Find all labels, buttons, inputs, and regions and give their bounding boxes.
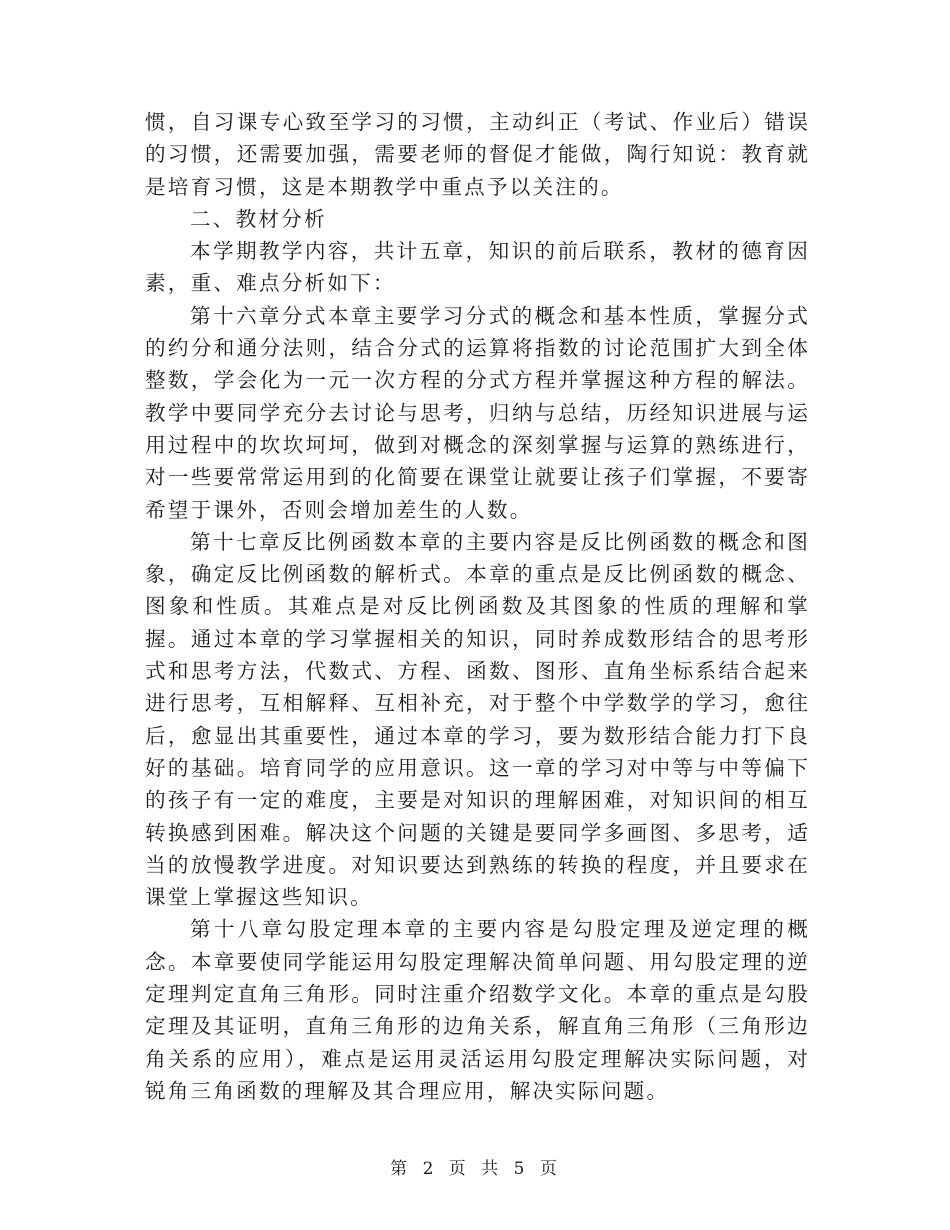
page-number-footer: 第 2 页 共 5 页 (390, 1159, 560, 1179)
paragraph-chapter-18: 第十八章勾股定理本章的主要内容是勾股定理及逆定理的概念。本章要使同学能运用勾股定理解决简单问题、用勾股定理的逆定理判定直角三角形。同时注重介绍数学文化。本章的重点是勾股定理及其证明，直角三角形的边角关系，解直角三角形（三角形边角关系的应用），难点是运用灵活运用勾股定理解决实际问题，对锐角三角函数的理解及其合理应用，解决实际问题。 (145, 917, 810, 1103)
document-body (145, 106, 810, 1107)
paragraph-intro: 本学期教学内容，共计五章，知识的前后联系，教材的德育因素，重、难点分析如下： (145, 239, 810, 296)
paragraph-continuation: 惯，自习课专心致至学习的习惯，主动纠正（考试、作业后）错误的习惯，还需要加强，需要老师的督促才能做，陶行知说：教育就是培育习惯，这是本期教学中重点予以关注的。 (145, 110, 810, 199)
paragraph-chapter-16: 第十六章分式本章主要学习分式的概念和基本性质，掌握分式的约分和通分法则，结合分式的运算将指数的讨论范围扩大到全体整数，学会化为一元一次方程的分式方程并掌握这种方程的解法。教学中要同学充分去讨论与思考，归纳与总结，历经知识进展与运用过程中的坎坎坷坷，做到对概念的深刻掌握与运算的熟练进行，对一些要常常运用到的化简要在课堂让就要让孩子们掌握，不要寄希望于课外，否则会增加差生的人数。 (145, 303, 810, 522)
paragraph-chapter-17: 第十七章反比例函数本章的主要内容是反比例函数的概念和图象，确定反比例函数的解析式。本章的重点是反比例函数的概念、图象和性质。其难点是对反比例函数及其图象的性质的理解和掌握。通过本章的学习掌握相关的知识，同时养成数形结合的思考形式和思考方法，代数式、方程、函数、图形、直角坐标系结合起来进行思考，互相解释、互相补充，对于整个中学数学的学习，愈往后，愈显出其重要性，通过本章的学习，要为数形结合能力打下良好的基础。培育同学的应用意识。这一章的学习对中等与中等偏下的孩子有一定的难度，主要是对知识的理解困难，对知识间的相互转换感到困难。解决这个问题的关键是要同学多画图、多思考，适当的放慢教学进度。对知识要达到熟练的转换的程度，并且要求在课堂上掌握这些知识。 (145, 529, 810, 910)
section-heading-textbook-analysis: 二、教材分析 (190, 206, 327, 231)
